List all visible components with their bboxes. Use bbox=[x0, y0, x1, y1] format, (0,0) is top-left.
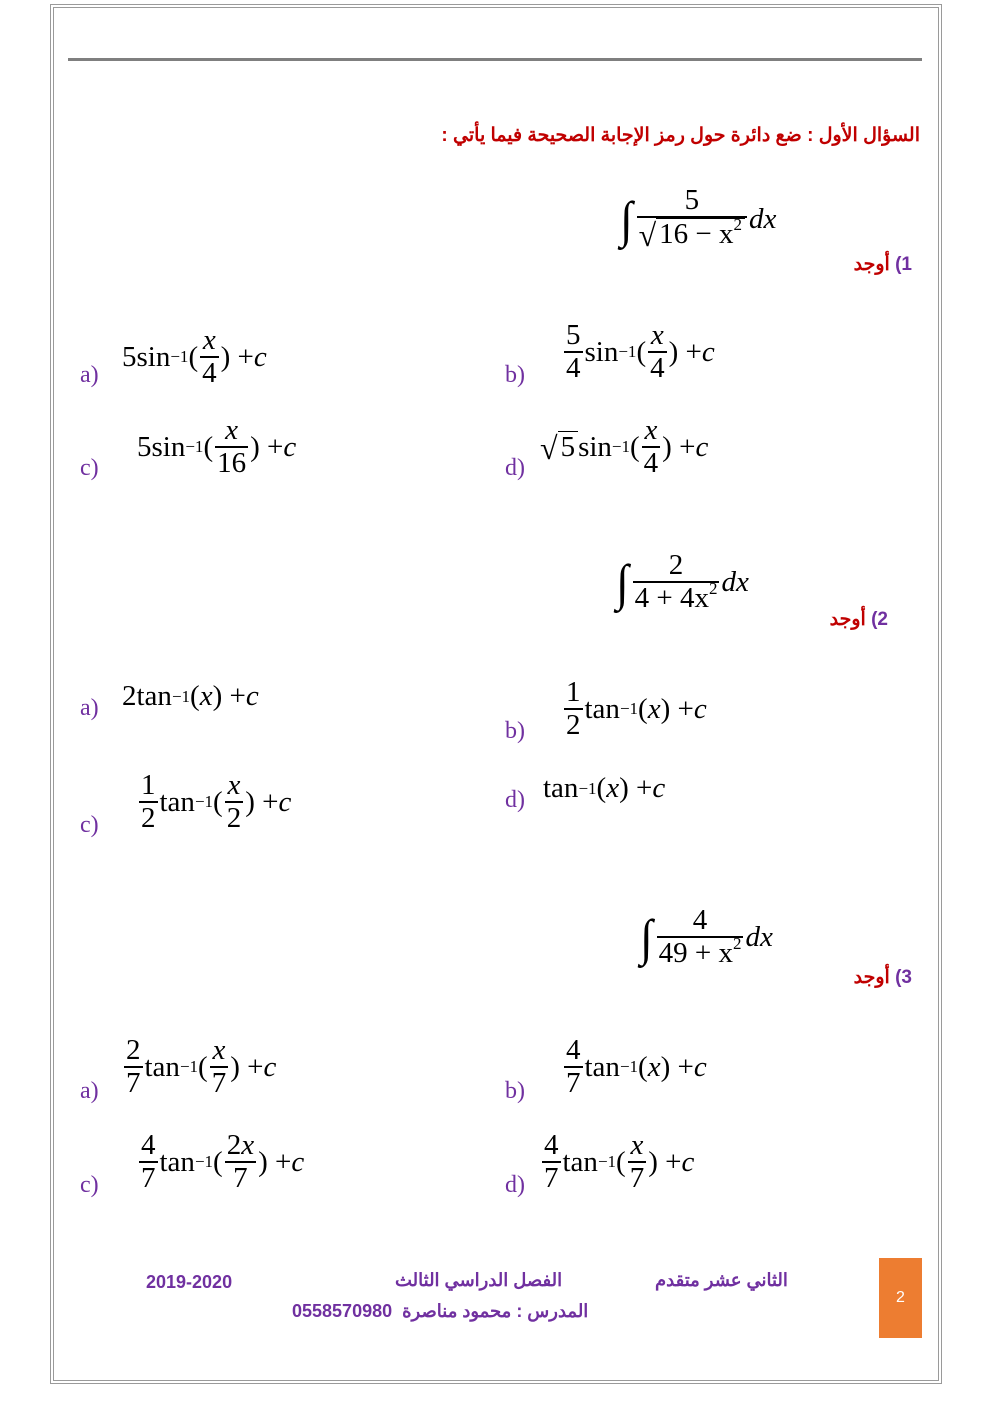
option-3b-label[interactable]: b) bbox=[505, 1078, 525, 1104]
option-3c-label[interactable]: c) bbox=[80, 1172, 99, 1198]
page-number: 2 bbox=[896, 1289, 905, 1306]
heading-title: السؤال الأول : bbox=[807, 125, 920, 146]
option-2a[interactable]: 2tan −1 ( x ) + c bbox=[122, 680, 259, 712]
option-3d-label[interactable]: d) bbox=[505, 1172, 525, 1198]
question-3-label: 3) أوجد bbox=[853, 967, 912, 988]
footer-teacher-line bbox=[292, 1301, 588, 1322]
option-3b[interactable]: $\frac{4}{7}$ tan −1 ( x ) + c bbox=[566, 1034, 707, 1099]
option-2c[interactable]: $\frac{1}{2}$ tan −1 ( $\frac{x}{2}$ ) + c bbox=[141, 769, 292, 834]
footer-grade: الثاني عشر متقدم bbox=[655, 1270, 788, 1290]
option-1c-label[interactable]: c) bbox=[80, 455, 99, 481]
footer-teacher: المدرس : محمود مناصرة bbox=[402, 1301, 589, 1321]
option-2a-label[interactable]: a) bbox=[80, 695, 99, 721]
option-2b[interactable]: $\frac{1}{2}$ tan −1 ( x ) + c bbox=[566, 676, 707, 741]
question-2-label: 2) أوجد bbox=[829, 609, 888, 630]
option-1a-label[interactable]: a) bbox=[80, 362, 99, 388]
footer-year: 2019-2020 bbox=[146, 1272, 233, 1292]
option-2c-label[interactable]: c) bbox=[80, 812, 99, 838]
option-3a-label[interactable]: a) bbox=[80, 1078, 99, 1104]
option-1d-label[interactable]: d) bbox=[505, 455, 525, 481]
option-1d[interactable]: √ 5 sin −1 ( $\frac{x}{4}$ ) + c bbox=[540, 414, 709, 479]
heading-instruction: ضع دائرة حول رمز الإجابة الصحيحة فيما يأتي : bbox=[441, 125, 808, 146]
option-1b-label[interactable]: b) bbox=[505, 362, 525, 388]
question-2-integral: ∫ $\frac{2}{4 + 4x^2}$ dx bbox=[616, 549, 749, 614]
footer-phone: 0558570980 bbox=[292, 1301, 393, 1321]
question-heading bbox=[441, 124, 920, 147]
option-1a[interactable]: 5sin −1 ( $\frac{x}{4}$ ) + c bbox=[122, 324, 267, 389]
option-2d[interactable]: tan −1 ( x ) + c bbox=[543, 772, 666, 804]
header-rule bbox=[68, 58, 922, 61]
option-3d[interactable]: $\frac{4}{7}$ tan −1 ( $\frac{x}{7}$ ) + c bbox=[544, 1129, 695, 1194]
footer-term: الفصل الدراسي الثالث bbox=[395, 1270, 563, 1290]
question-3-integral: ∫ $\frac{4}{49 + x^2}$ dx bbox=[640, 904, 773, 969]
option-1b[interactable]: $\frac{5}{4}$ sin −1 ( $\frac{x}{4}$ ) + c bbox=[566, 319, 715, 384]
question-1-integral: ∫ 5 √ $16 - x^2$ dx bbox=[620, 184, 777, 253]
option-2d-label[interactable]: d) bbox=[505, 787, 525, 813]
option-2b-label[interactable]: b) bbox=[505, 718, 525, 744]
option-1c[interactable]: 5sin −1 ( $\frac{x}{16}$ ) + c bbox=[137, 414, 297, 479]
option-3a[interactable]: $\frac{2}{7}$ tan −1 ( $\frac{x}{7}$ ) + c bbox=[126, 1034, 277, 1099]
question-1-label: 1) أوجد bbox=[853, 254, 912, 275]
option-3c[interactable]: $\frac{4}{7}$ tan −1 ( $\frac{2x}{7}$ ) + c bbox=[141, 1129, 305, 1194]
page-number-badge bbox=[879, 1258, 922, 1338]
